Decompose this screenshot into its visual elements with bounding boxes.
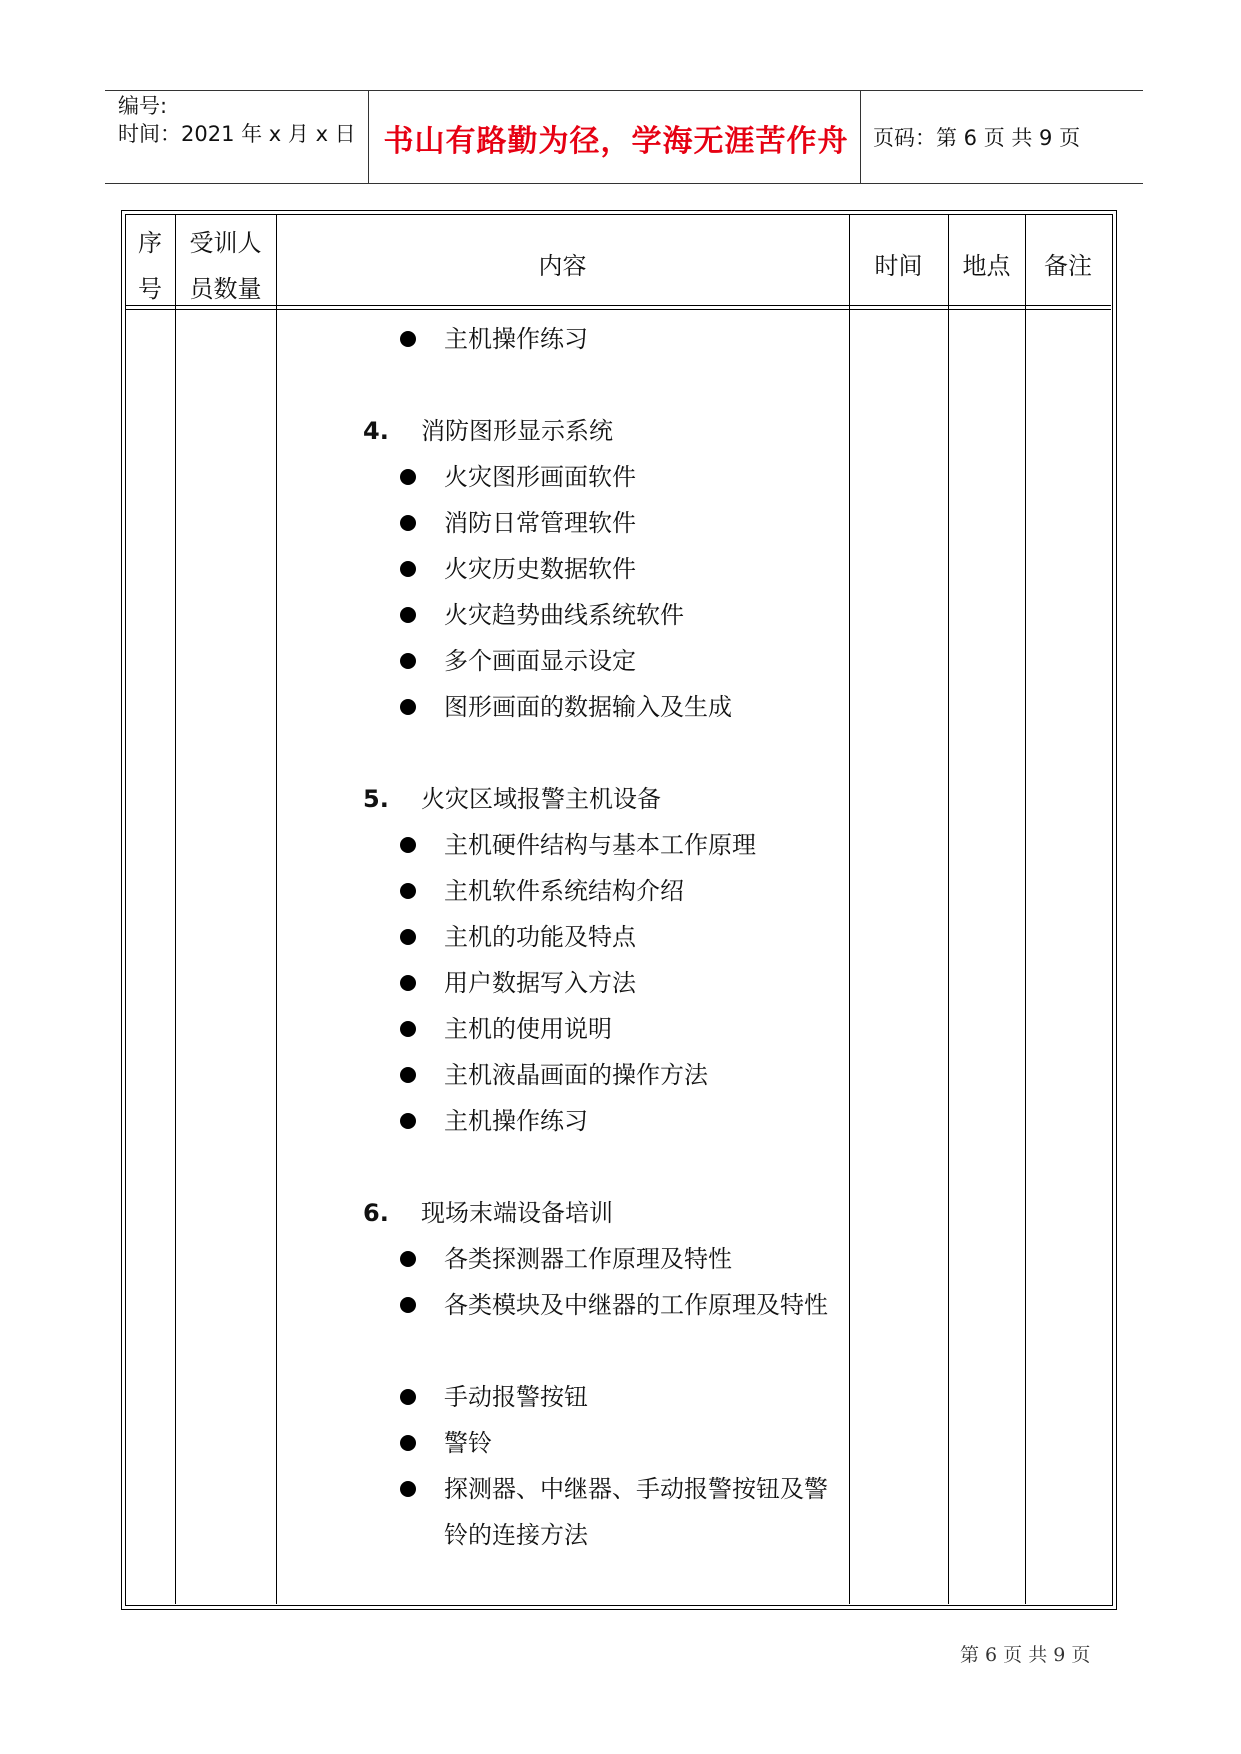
bullet-icon — [400, 1389, 416, 1405]
header-motto: 书山有路勤为径，学海无涯苦作舟 — [383, 124, 849, 159]
bullet-icon — [400, 699, 416, 715]
bullet-icon — [400, 561, 416, 577]
bullet-icon — [400, 653, 416, 669]
bullet-icon — [400, 837, 416, 853]
column-divider — [175, 214, 176, 1604]
header-time: 时间 — [874, 252, 923, 280]
bullet-icon — [400, 331, 416, 347]
column-divider — [1025, 214, 1026, 1604]
bullet-icon — [400, 1113, 416, 1129]
document-time-label: 时间：2021 年 x 月 x 日 — [118, 122, 356, 146]
header-content: 内容 — [538, 252, 587, 280]
bullet-icon — [400, 975, 416, 991]
header-seq: 号 — [138, 275, 162, 303]
header-trainee-count: 员数量 — [189, 275, 262, 303]
bullet-icon — [400, 883, 416, 899]
header-place: 地点 — [962, 252, 1011, 280]
header-remark: 备注 — [1044, 252, 1092, 280]
header-trainee-count: 受训人 — [189, 229, 262, 257]
header-separator-left — [368, 90, 369, 183]
header-seq: 序 — [138, 229, 162, 257]
bullet-icon — [400, 1021, 416, 1037]
bullet-icon — [400, 1435, 416, 1451]
page-footer: 第 6 页 共 9 页 — [960, 1644, 1091, 1666]
header-bottom-rule — [105, 183, 1143, 184]
header-top-rule — [105, 90, 1143, 91]
bullet-icon — [400, 1297, 416, 1313]
bullet-icon — [400, 515, 416, 531]
header-page-label: 页码：第 6 页 共 9 页 — [873, 126, 1081, 150]
section-title: 5. 火灾区域报警主机设备 — [363, 785, 661, 813]
column-divider — [948, 214, 949, 1604]
column-divider — [849, 214, 850, 1604]
bullet-icon — [400, 1067, 416, 1083]
bullet-icon — [400, 607, 416, 623]
section-title: 4. 消防图形显示系统 — [363, 417, 613, 445]
document-number-label: 编号: — [118, 94, 168, 118]
bullet-icon — [400, 1251, 416, 1267]
bullet-icon — [400, 469, 416, 485]
header-separator-right — [860, 90, 861, 183]
bullet-icon — [400, 929, 416, 945]
bullet-icon — [400, 1481, 416, 1497]
section-title: 6. 现场末端设备培训 — [363, 1199, 613, 1227]
column-divider — [276, 214, 277, 1604]
